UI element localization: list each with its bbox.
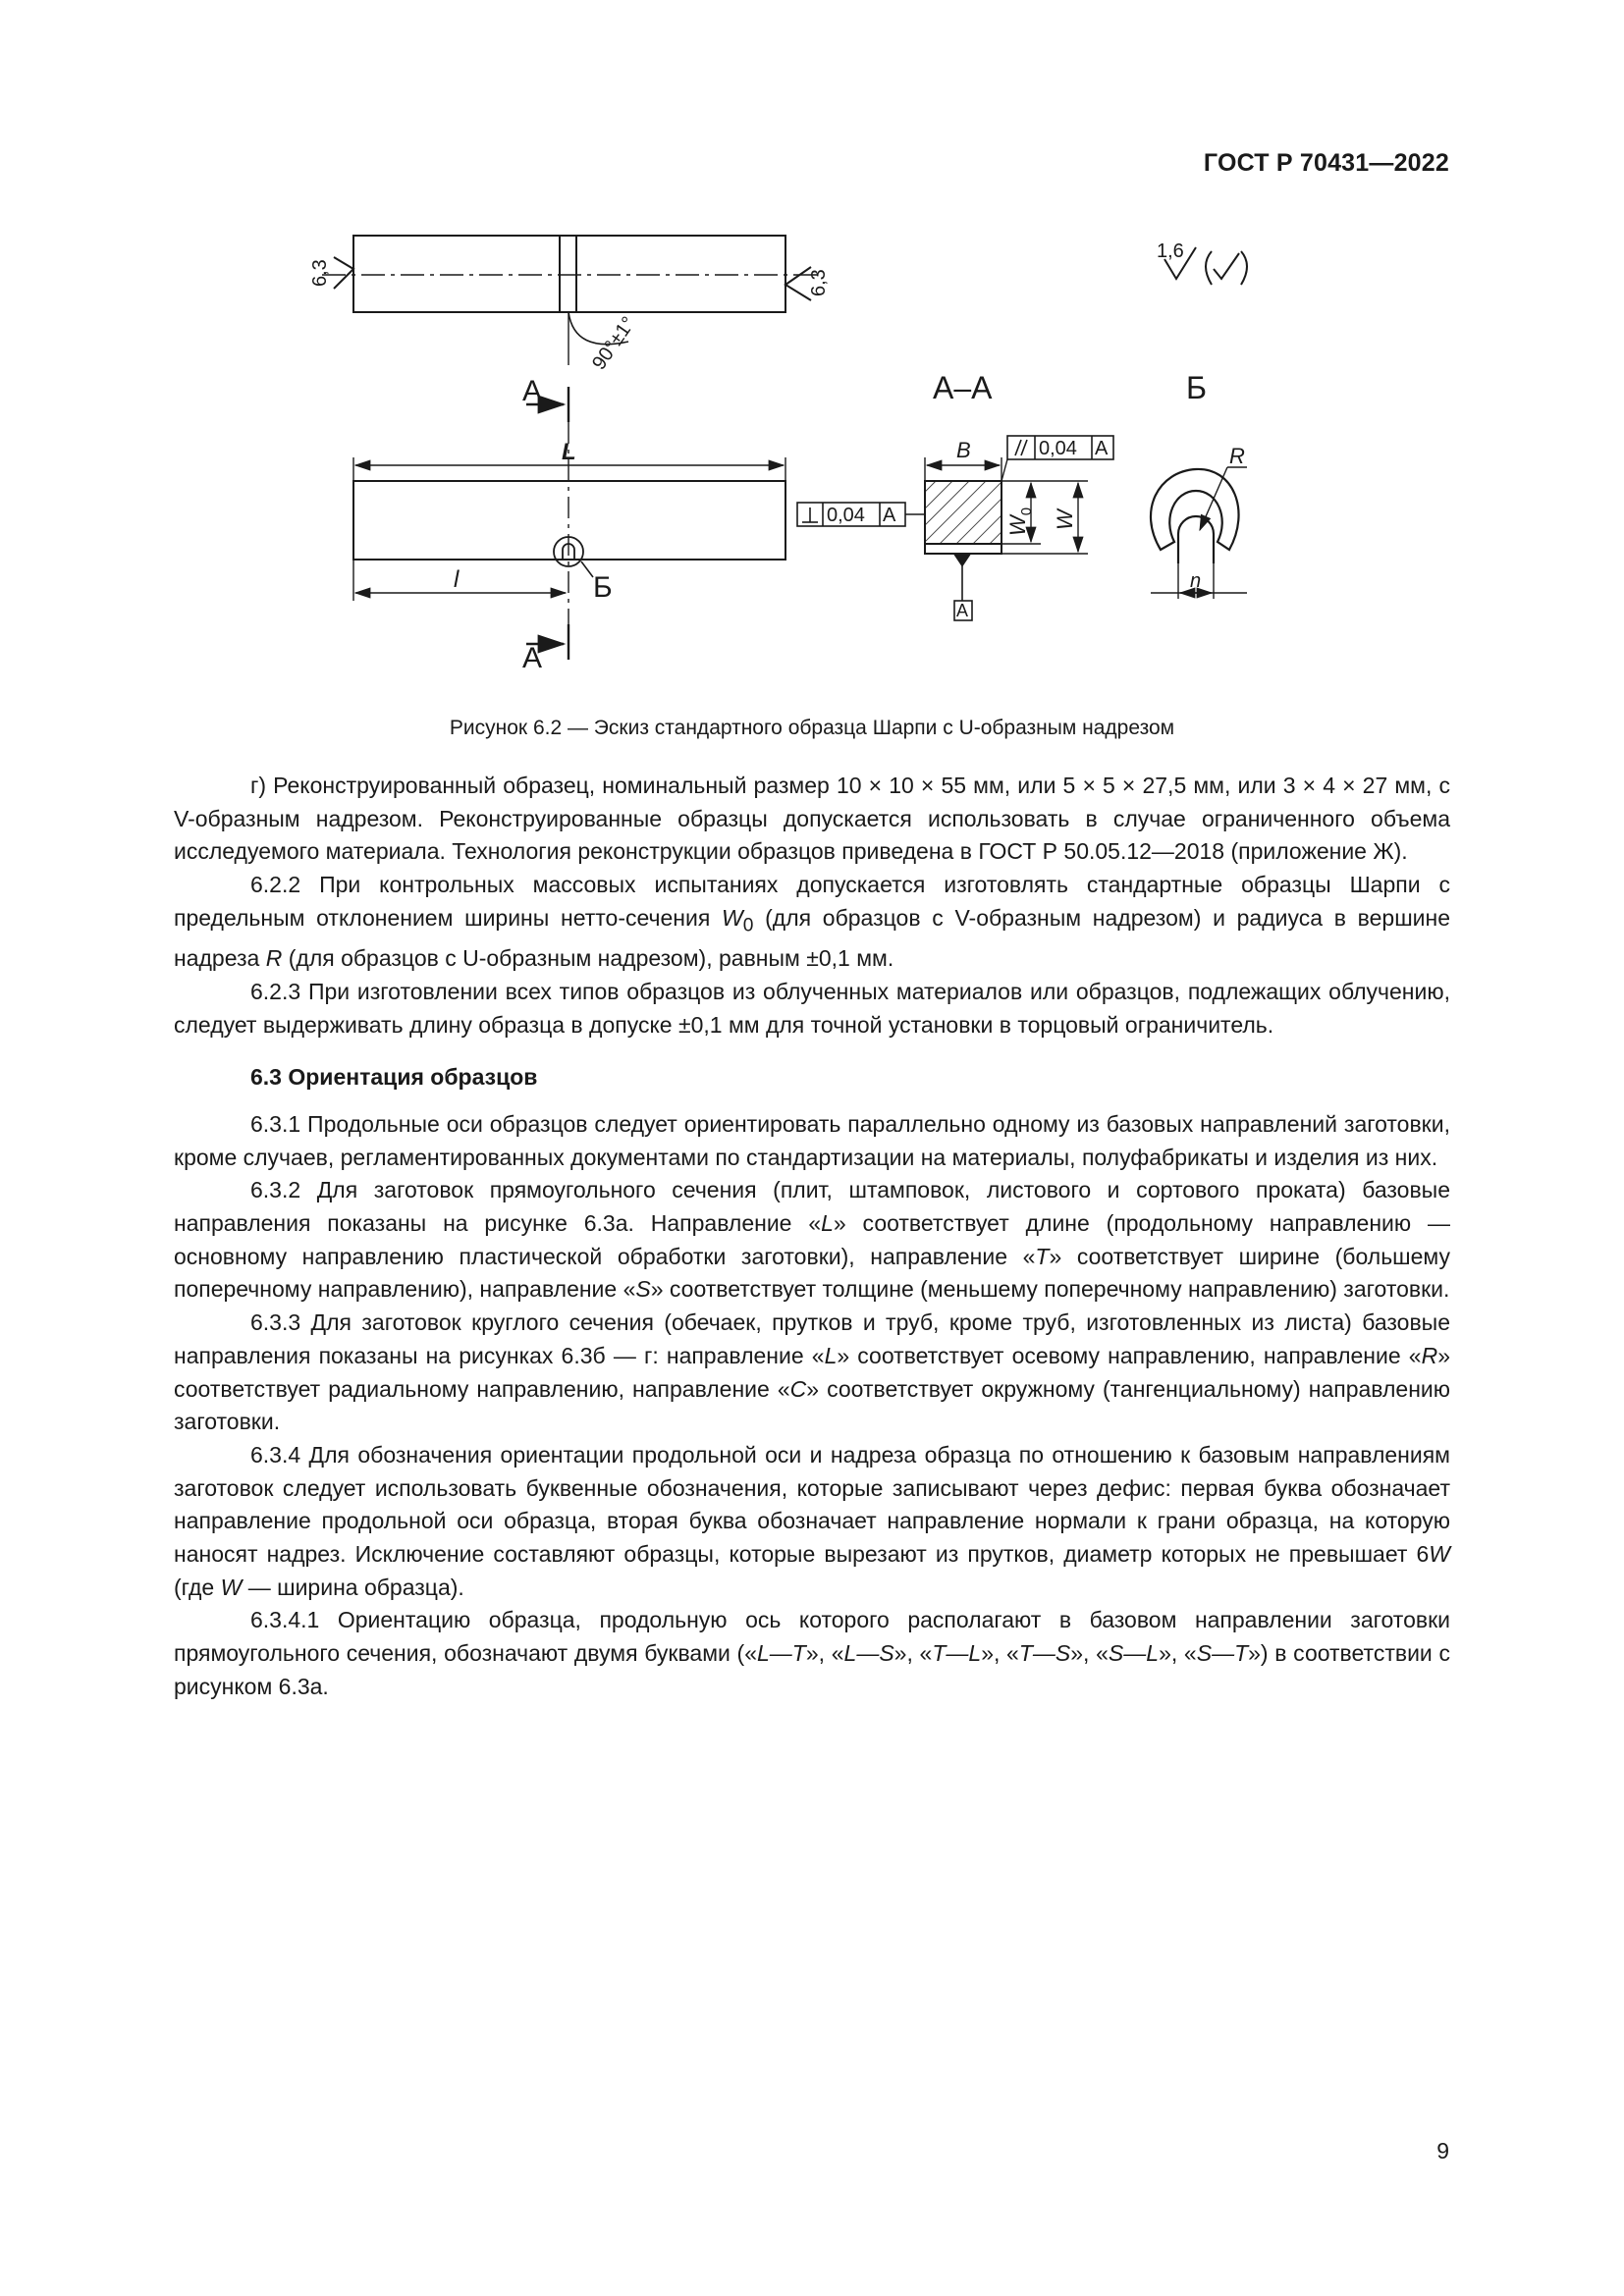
- figure-6-2: [0, 0, 1624, 707]
- charpy-specimen-drawing: [0, 0, 1624, 707]
- roughness-left-value: 6,3: [309, 259, 331, 287]
- detail-view-title: Б: [1186, 370, 1207, 405]
- paragraph-6-2-3: 6.2.3 При изготовлении всех типов образцов из облученных материалов или образцов, подлежащих облучению, следует выдерживать длину образца в допуске ±0,1 мм для точной установки в торцовый ограничитель.: [174, 978, 1450, 1038]
- detail-notch-n: n: [1190, 570, 1202, 592]
- dimension-B: B: [956, 438, 971, 462]
- parallelism-datum: А: [1095, 438, 1109, 459]
- roughness-general-value: 1,6: [1157, 240, 1184, 262]
- body-text: [174, 770, 1450, 1704]
- paragraph-6-3-1: 6.3.1 Продольные оси образцов следует ориентировать параллельно одному из базовых направлений заготовки, кроме случаев, регламентированных документами по стандартизации на материалы, полуфабрикаты и изделия из них.: [174, 1110, 1450, 1170]
- paragraph-6-3-2: 6.3.2 Для заготовок прямоугольного сечения (плит, штамповок, листового и сортового проката) базовые направления показаны на рисунке 6.3а. Направление «L» соответствует длине (продольному направлению — основному направлению пластической обработки заготовки), направление «T» соответствует ширине (большему поперечному направлению), направление «S» соответствует толщине (меньшему поперечному направлению) заготовки.: [174, 1177, 1450, 1303]
- paragraph-6-3-3: 6.3.3 Для заготовок круглого сечения (обечаек, прутков и труб, кроме труб, изготовленных из листа) базовые направления показаны на рисунках 6.3б — г: направление «L» соответствует осевому направлению, направление «R» соответствует радиальному направлению, направление «C» соответствует окружному (тангенциальному) направлению заготовки.: [174, 1309, 1450, 1435]
- paragraph-6-3-4-1: 6.3.4.1 Ориентацию образца, продольную ось которого располагают в базовом направлении заготовки прямоугольного сечения, обозначают двумя буквами («L—T», «L—S», «T—L», «T—S», «S—L», «S—T») в соответствии с рисунком 6.3а.: [174, 1607, 1450, 1699]
- standard-number: ГОСТ Р 70431—2022: [1203, 149, 1449, 177]
- dimension-L: L: [562, 439, 576, 465]
- top-view: [322, 236, 817, 365]
- paragraph-6-3-4: 6.3.4 Для обозначения ориентации продольной оси и надреза образца по отношению к базовым направлениям заготовок следует использовать буквенные обозначения, которые записывают через дефис: первая буква обозначает направление продольной оси образца, вторая буква обозначает направление нормали к грани образца, на которую наносят надрез. Исключение составляют образцы, которые вырезают из прутков, диаметр которых не превышает 6W (где W — ширина образца).: [174, 1441, 1450, 1600]
- paragraph-6-2-2: 6.2.2 При контрольных массовых испытаниях допускается изготовлять стандартные образцы Шарпи с предельным отклонением ширины нетто-сечения $W_0$ (для образцов с V-образным надрезом) и радиуса в вершине надреза R (для образцов с U-образным надрезом), равным ±0,1 мм.: [174, 872, 1451, 972]
- section-view-title: А–А: [933, 370, 993, 405]
- figure-caption: Рисунок 6.2 — Эскиз стандартного образца Шарпи с U-образным надрезом: [449, 717, 1175, 739]
- dimension-l: l: [454, 566, 460, 593]
- roughness-right-value: 6,3: [808, 269, 830, 296]
- section-marker-top: А: [522, 375, 543, 407]
- page-number: 9: [1436, 2138, 1449, 2163]
- section-6-3-title: 6.3 Ориентация образцов: [250, 1064, 538, 1091]
- paragraph-g: г) Реконструированный образец, номинальный размер 10 × 10 × 55 мм, или 5 × 5 × 27,5 мм, или 3 × 4 × 27 мм, с V-образным надрезом. Реконструированные образцы допускается использовать в случае ограниченного объема исследуемого материала. Технология реконструкции образцов приведена в ГОСТ Р 50.05.12—2018 (приложение Ж).: [174, 773, 1450, 865]
- angle-value: 90°±1°: [588, 312, 640, 374]
- section-marker-bottom: А: [522, 642, 543, 674]
- dimension-W: W: [1053, 509, 1077, 530]
- parallelism-tolerance: 0,04: [1039, 438, 1077, 459]
- detail-radius-R: R: [1229, 444, 1245, 468]
- dimension-W0: $W_0$: [1005, 507, 1035, 536]
- perpendicularity-datum: А: [883, 505, 896, 526]
- datum-label: А: [956, 601, 969, 620]
- detail-marker: Б: [593, 571, 613, 604]
- perpendicularity-tolerance: 0,04: [827, 505, 865, 526]
